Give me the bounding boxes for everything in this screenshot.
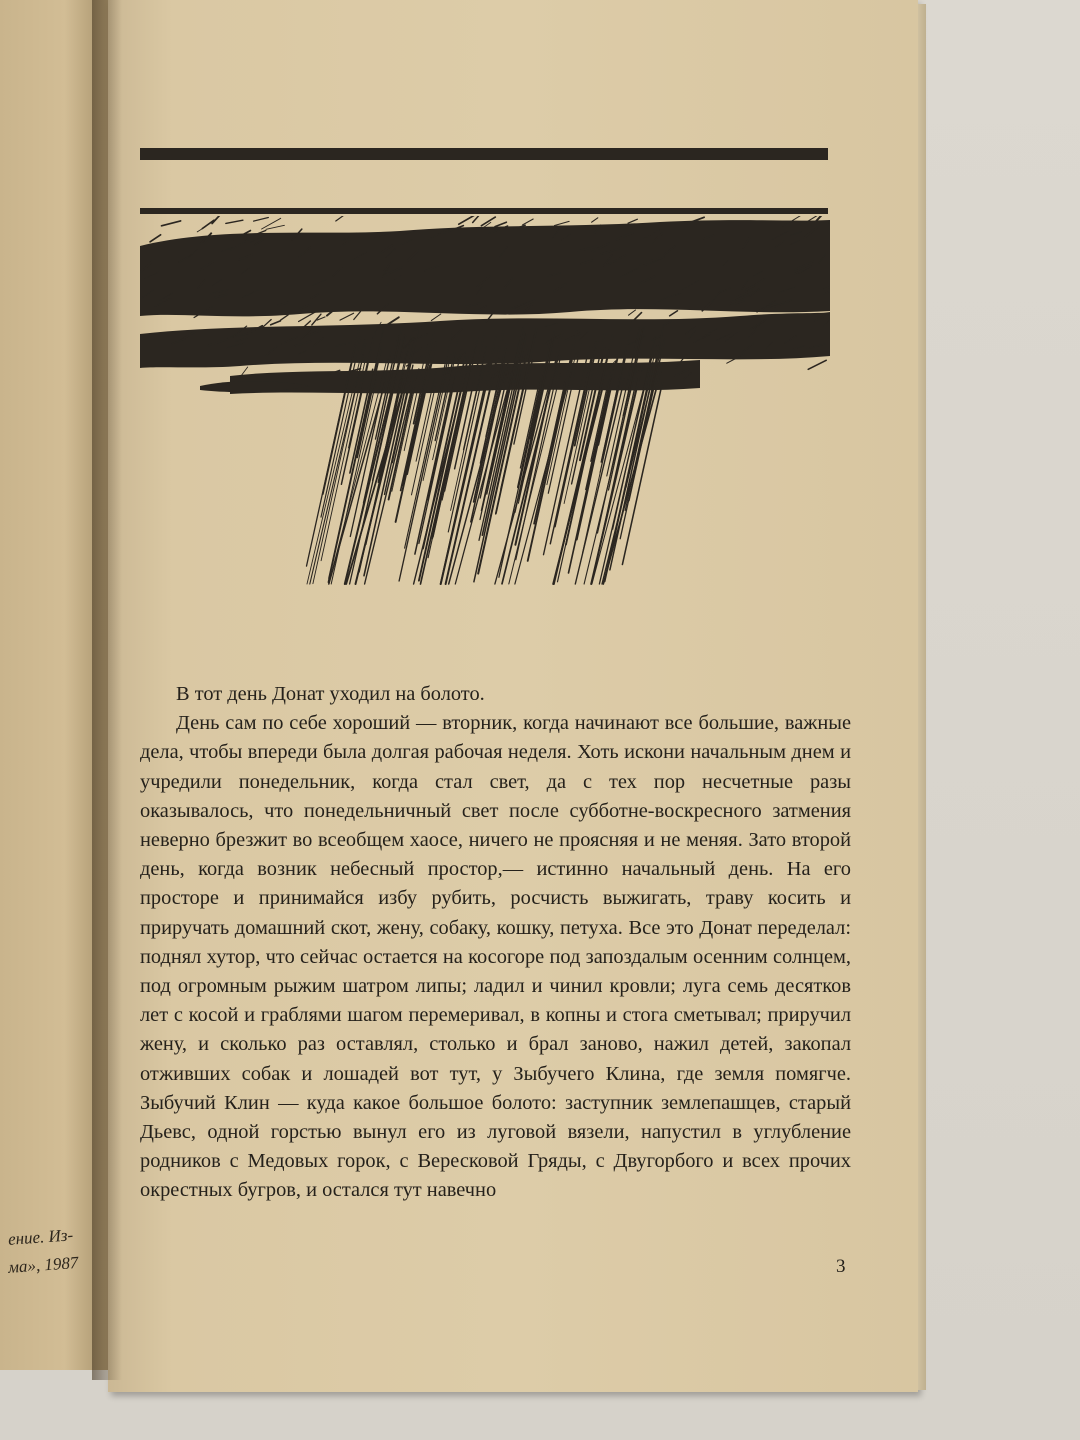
hatch-stroke xyxy=(473,216,481,223)
hatch-stroke xyxy=(523,219,534,225)
hatch-stroke xyxy=(226,220,243,223)
hatch-stroke xyxy=(670,311,678,316)
marsh-illustration xyxy=(140,216,830,586)
hatch-stroke xyxy=(808,360,826,369)
hatch-stroke xyxy=(281,315,289,320)
header-rule-thick xyxy=(140,148,828,160)
hatch-stroke xyxy=(555,221,570,225)
hatch-stroke xyxy=(197,227,206,232)
hatch-stroke xyxy=(592,218,598,222)
hatch-stroke xyxy=(254,218,269,222)
hatch-stroke xyxy=(340,313,354,320)
left-page-fragment: ение. Из- xyxy=(7,1225,74,1249)
page-number: 3 xyxy=(836,1256,846,1277)
hatch-stroke xyxy=(628,219,637,223)
page-edge xyxy=(918,4,926,1390)
left-page-fragment: ма», 1987 xyxy=(7,1252,79,1277)
gutter-shadow xyxy=(92,0,122,1380)
hatch-stroke xyxy=(354,311,361,319)
hatch-stroke xyxy=(629,310,636,315)
hatch-stroke xyxy=(162,221,181,226)
hatch-stroke xyxy=(431,314,441,321)
paragraph-main: День сам по себе хороший — вторник, когда начинают все большие, важные дела, чтобы впереди была долгая рабочая неделя. Хоть искони начальным днем и учредили понедельник, когда стал свет, да с тех пор несчетные разы оказывалось, что понедельничный свет после субботне-воскресного затмения неверно брезжит во всеобщем хаосе, ничего не проясняя и не меняя. Зато второй день, когда возник небесный простор,— истинно начальный день. На его просторе и принимайся избу рубить, росчисть выжигать, траву косить и приручать домашний скот, жену, собаку, кошку, петуха. Все это Донат переделал: поднял хутор, что сейчас остается на косогоре под запоздалым осенним солнцем, под огромным рыжим шатром липы; ладил и чинил кровли; луга семь десятков лет с косой и граблями шагом перемеривал, в копны и стога сметывал; приручил жену, и сколько раз оставлял, столько и брал заново, нажил детей, закопал отживших собак и лошадей вот тут, у Зыбучего Клина, где земля помягче. Зыбучий Клин — куда какое большое болото: заступник землепашцев, старый Дьевс, одной горстью вынул его из луговой вязели, напустил в углубление родников с Медовых горок, с Вересковой Гряды, с Двугорбого и всех прочих окрестных бугров, и остался тут навечно xyxy=(140,712,851,1202)
chapter-text xyxy=(140,680,851,1206)
hatch-stroke xyxy=(495,222,506,226)
paragraph-opening: В тот день Донат уходил на болото. xyxy=(176,683,485,705)
header-rule-thin xyxy=(140,208,828,214)
hatch-stroke xyxy=(150,235,161,242)
hatch-stroke xyxy=(271,321,281,325)
hatch-stroke xyxy=(262,218,281,229)
hatch-stroke xyxy=(336,216,348,221)
hatch-stroke xyxy=(266,225,284,229)
